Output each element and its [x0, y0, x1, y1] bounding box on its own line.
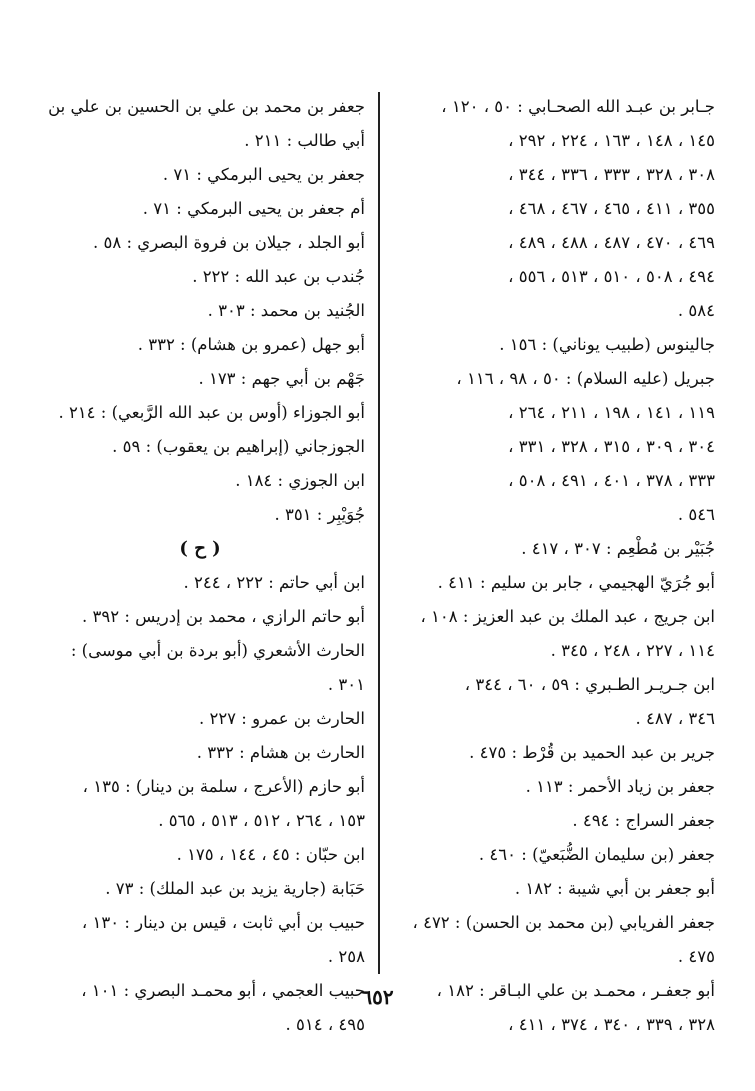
column-divider: [378, 92, 380, 974]
index-entry-line: جعفر بن محمد بن علي بن الحسين بن علي بن: [48, 97, 365, 116]
index-entry-line: ابن حبّان : ٤٥ ، ١٤٤ ، ١٧٥ .: [176, 845, 365, 864]
index-entry-line: جُندب بن عبد الله : ٢٢٢ .: [192, 267, 365, 286]
index-entry-line: أبو جُرَيّ الهجيمي ، جابر بن سليم : ٤١١ .: [437, 573, 715, 592]
index-entry-line: ٣٠٤ ، ٣٠٩ ، ٣١٥ ، ٣٢٨ ، ٣٣١ ،: [508, 437, 715, 456]
index-column-right: [387, 90, 715, 1042]
index-entry-line: جالينوس (طبيب يوناني) : ١٥٦ .: [499, 335, 715, 354]
index-entry-line: جعفر بن زياد الأحمر : ١١٣ .: [525, 777, 715, 796]
index-entry-line: ٣٤٦ ، ٤٨٧ .: [635, 709, 715, 728]
index-entry-line: ٣٠٨ ، ٣٢٨ ، ٣٣٣ ، ٣٣٦ ، ٣٤٤ ،: [508, 165, 715, 184]
index-entry-line: ابن جـريـر الطـبري : ٥٩ ، ٦٠ ، ٣٤٤ ،: [464, 675, 715, 694]
index-entry-line: أبو جهل (عمرو بن هشام) : ٣٣٢ .: [137, 335, 365, 354]
index-entry-line: جعفر بن يحيى البرمكي : ٧١ .: [162, 165, 365, 184]
index-entry-line: ابن جريج ، عبد الملك بن عبد العزيز : ١٠٨ ،: [420, 607, 715, 626]
index-entry-line: ٤٩٤ ، ٥٠٨ ، ٥١٠ ، ٥١٣ ، ٥٥٦ ،: [508, 267, 715, 286]
index-entry-line: أبو الجلد ، جيلان بن فروة البصري : ٥٨ .: [93, 233, 365, 252]
index-entry-line: الحارث بن هشام : ٣٣٢ .: [196, 743, 365, 762]
index-entry-line: ٣٢٨ ، ٣٣٩ ، ٣٤٠ ، ٣٧٤ ، ٤١١ ،: [508, 1015, 715, 1034]
index-entry-line: جُبَيْر بن مُطْعِم : ٣٠٧ ، ٤١٧ .: [521, 539, 715, 558]
index-entry-line: جعفر السراج : ٤٩٤ .: [572, 811, 715, 830]
index-entry-line: أبو الجوزاء (أوس بن عبد الله الرَّبعي) : ٢١٤ .: [58, 403, 365, 422]
index-entry-line: جعفر الفريابي (بن محمد بن الحسن) : ٤٧٢ ،: [412, 913, 715, 932]
index-entry-line: أبو جعفـر ، محمـد بن علي البـاقر : ١٨٢ ،: [436, 981, 715, 1000]
index-entry-line: جبريل (عليه السلام) : ٥٠ ، ٩٨ ، ١١٦ ،: [456, 369, 715, 388]
index-entry-line: الجُنيد بن محمد : ٣٠٣ .: [207, 301, 365, 320]
index-entry-line: أم جعفر بن يحيى البرمكي : ٧١ .: [142, 199, 365, 218]
index-entry-line: أبو حازم (الأعرج ، سلمة بن دينار) : ١٣٥ ،: [82, 777, 365, 796]
index-entry-line: ٢٥٨ .: [327, 947, 365, 966]
page-number: ٦٥٢: [361, 985, 394, 1009]
index-entry-line: حَبَابة (جارية يزيد بن عبد الملك) : ٧٣ .: [105, 879, 365, 898]
index-entry-line: أبو جعفر بن أبي شيبة : ١٨٢ .: [514, 879, 715, 898]
index-entry-line: أبي طالب : ٢١١ .: [244, 131, 365, 150]
index-entry-line: أبو حاتم الرازي ، محمد بن إدريس : ٣٩٢ .: [82, 607, 365, 626]
index-entry-line: ٥٨٤ .: [677, 301, 715, 320]
index-entry-line: الجوزجاني (إبراهيم بن يعقوب) : ٥٩ .: [112, 437, 365, 456]
index-entry-line: جُوَيْبِر : ٣٥١ .: [274, 505, 365, 524]
index-entry-line: جـابر بن عبـد الله الصحـابي : ٥٠ ، ١٢٠ ،: [441, 97, 715, 116]
index-entry-line: ١١٤ ، ٢٢٧ ، ٢٤٨ ، ٣٤٥ .: [550, 641, 715, 660]
index-entry-line: ١٤٥ ، ١٤٨ ، ١٦٣ ، ٢٢٤ ، ٢٩٢ ،: [508, 131, 715, 150]
index-entry-line: الحارث بن عمرو : ٢٢٧ .: [198, 709, 365, 728]
index-entry-line: ١١٩ ، ١٤١ ، ١٩٨ ، ٢١١ ، ٢٦٤ ،: [508, 403, 715, 422]
index-entry-line: حبيب بن أبي ثابت ، قيس بن دينار : ١٣٠ ،: [81, 913, 365, 932]
index-entry-line: ابن الجوزي : ١٨٤ .: [235, 471, 365, 490]
index-entry-line: ابن أبي حاتم : ٢٢٢ ، ٢٤٤ .: [183, 573, 365, 592]
index-column-left: [35, 90, 365, 1042]
index-entry-line: الحارث الأشعري (أبو بردة بن أبي موسى) :: [70, 641, 365, 660]
index-entry-line: ٤٧٥ .: [677, 947, 715, 966]
index-entry-line: ٣٥٥ ، ٤١١ ، ٤٦٥ ، ٤٦٧ ، ٤٦٨ ،: [508, 199, 715, 218]
index-entry-line: ١٥٣ ، ٢٦٤ ، ٥١٢ ، ٥١٣ ، ٥٦٥ .: [158, 811, 365, 830]
index-entry-line: حبيب العجمي ، أبو محمـد البصري : ١٠١ ،: [81, 981, 365, 1000]
index-entry-line: ٤٦٩ ، ٤٧٠ ، ٤٨٧ ، ٤٨٨ ، ٤٨٩ ،: [508, 233, 715, 252]
index-entry-line: ٣٠١ .: [327, 675, 365, 694]
index-entry-line: ٥٤٦ .: [677, 505, 715, 524]
section-letter-heading: ( ح ): [179, 538, 221, 559]
index-entry-line: جرير بن عبد الحميد بن قُرْط : ٤٧٥ .: [469, 743, 715, 762]
index-entry-line: ٤٩٥ ، ٥١٤ .: [285, 1015, 365, 1034]
index-entry-line: ٣٣٣ ، ٣٧٨ ، ٤٠١ ، ٤٩١ ، ٥٠٨ ،: [508, 471, 715, 490]
index-entry-line: جعفر (بن سليمان الضُّبَعيّ) : ٤٦٠ .: [478, 845, 715, 864]
index-entry-line: جَهْم بن أبي جهم : ١٧٣ .: [198, 369, 365, 388]
